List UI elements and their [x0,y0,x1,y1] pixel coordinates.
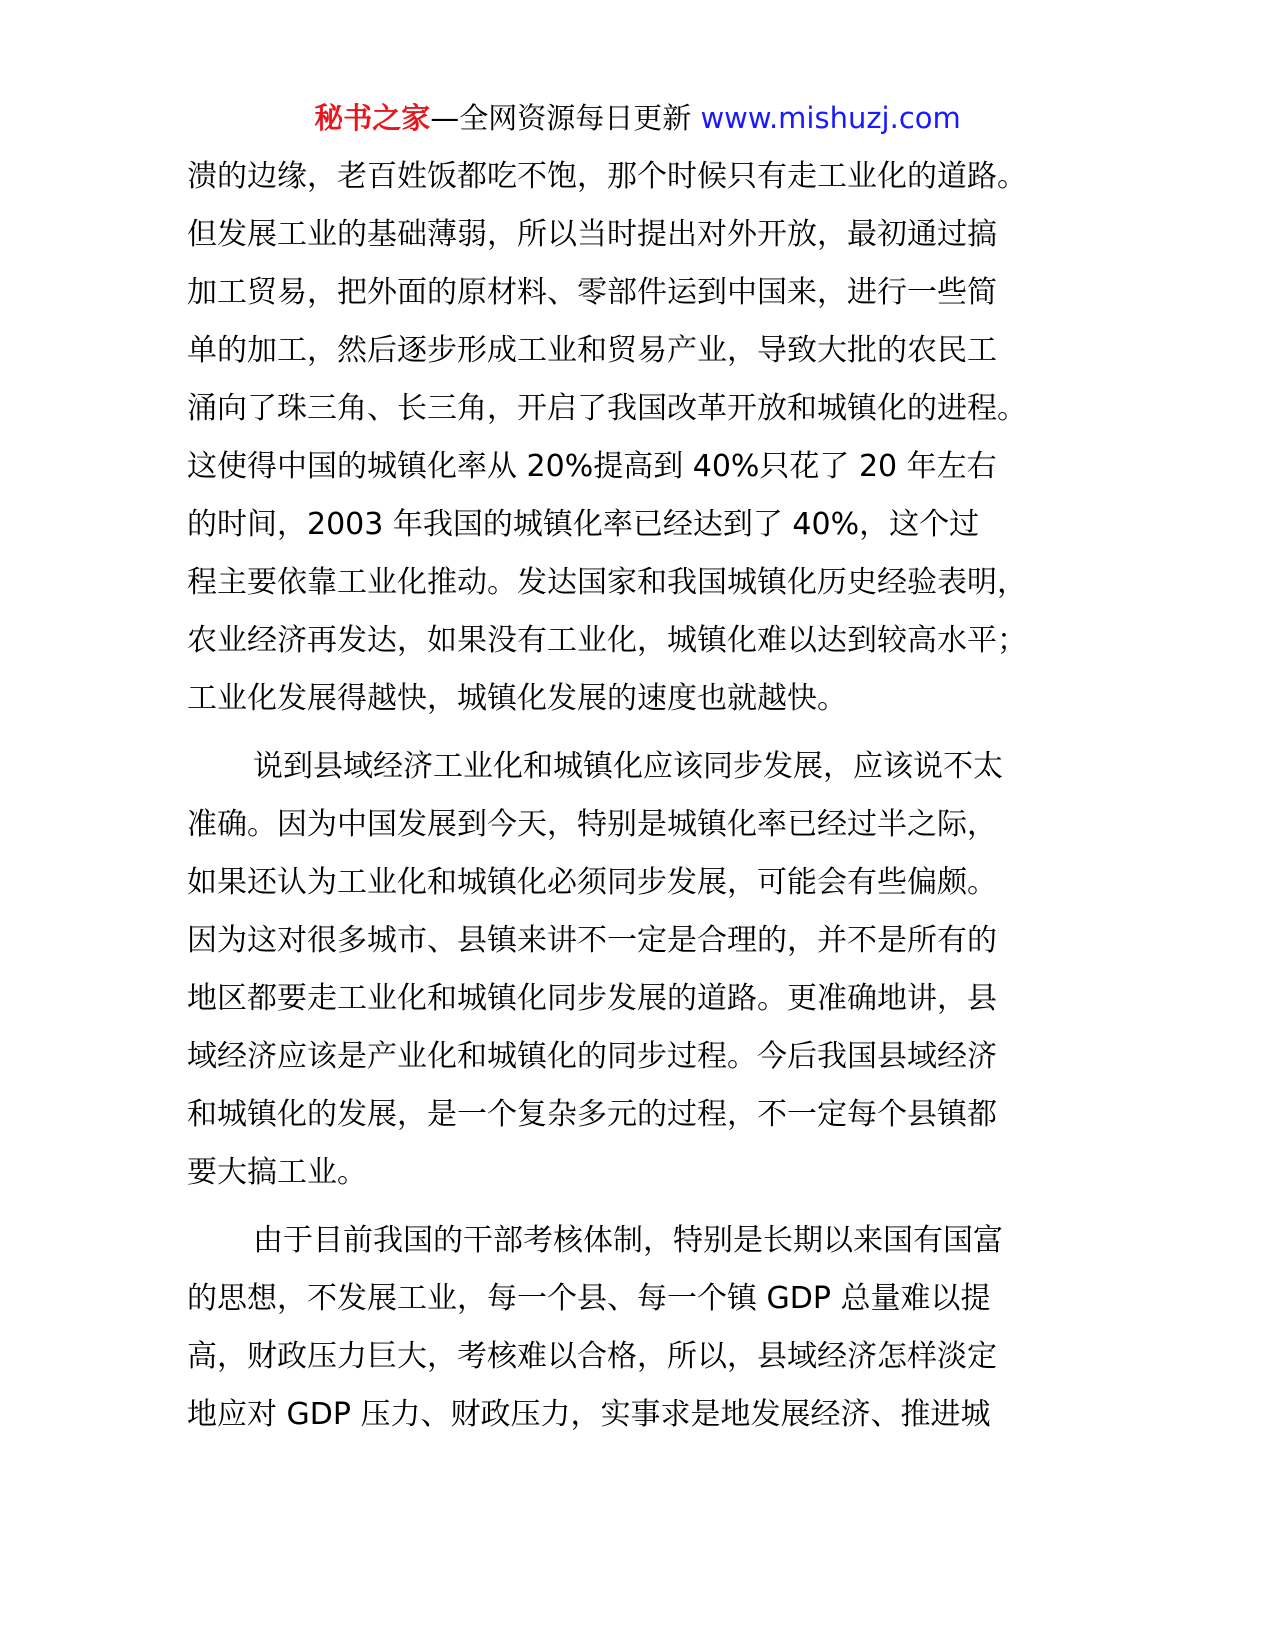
text-line: 程主要依靠工业化推动。发达国家和我国城镇化历史经验表明， [187,565,1027,600]
text-line: 因为这对很多城市、县镇来讲不一定是合理的，并不是所有的 [187,923,997,958]
text-line: 但发展工业的基础薄弱，所以当时提出对外开放，最初通过搞 [187,217,997,252]
text-line: 地区都要走工业化和城镇化同步发展的道路。更准确地讲，县 [187,981,997,1016]
text-line: 说到县域经济工业化和城镇化应该同步发展，应该说不太 [253,749,1003,784]
paragraph-3 [187,1212,1107,1444]
text-line: 工业化发展得越快，城镇化发展的速度也就越快。 [187,681,847,716]
text-line: 如果还认为工业化和城镇化必须同步发展，可能会有些偏颇。 [187,865,997,900]
text-line: 单的加工，然后逐步形成工业和贸易产业，导致大批的农民工 [187,333,997,368]
text-line: 准确。因为中国发展到今天，特别是城镇化率已经过半之际， [187,807,997,842]
text-line: 由于目前我国的干部考核体制，特别是长期以来国有国富 [253,1223,1003,1258]
text-line: 要大搞工业。 [187,1155,367,1190]
text-line: 地应对 GDP 压力、财政压力，实事求是地发展经济、推进城 [187,1397,991,1432]
text-line: 高，财政压力巨大，考核难以合格，所以，县域经济怎样淡定 [187,1339,997,1374]
site-brand: 秘书之家 [314,101,431,135]
document-body [187,148,1107,1454]
text-line: 和城镇化的发展，是一个复杂多元的过程，不一定每个县镇都 [187,1097,997,1132]
text-line: 加工贸易，把外面的原材料、零部件运到中国来，进行一些简 [187,275,997,310]
site-url-link[interactable]: www.mishuzj.com [700,101,961,135]
text-line: 域经济应该是产业化和城镇化的同步过程。今后我国县域经济 [187,1039,997,1074]
paragraph-1 [187,148,1107,728]
site-tagline: —全网资源每日更新 [430,101,701,135]
text-line: 的时间，2003 年我国的城镇化率已经达到了 40%，这个过 [187,507,980,542]
site-header [0,98,1275,138]
text-line: 涌向了珠三角、长三角，开启了我国改革开放和城镇化的进程。 [187,391,1027,426]
text-line: 溃的边缘，老百姓饭都吃不饱，那个时候只有走工业化的道路。 [187,159,1027,194]
paragraph-2 [187,738,1107,1202]
text-line: 这使得中国的城镇化率从 20%提高到 40%只花了 20 年左右 [187,449,997,484]
text-line: 农业经济再发达，如果没有工业化，城镇化难以达到较高水平； [187,623,1027,658]
text-line: 的思想，不发展工业，每一个县、每一个镇 GDP 总量难以提 [187,1281,991,1316]
